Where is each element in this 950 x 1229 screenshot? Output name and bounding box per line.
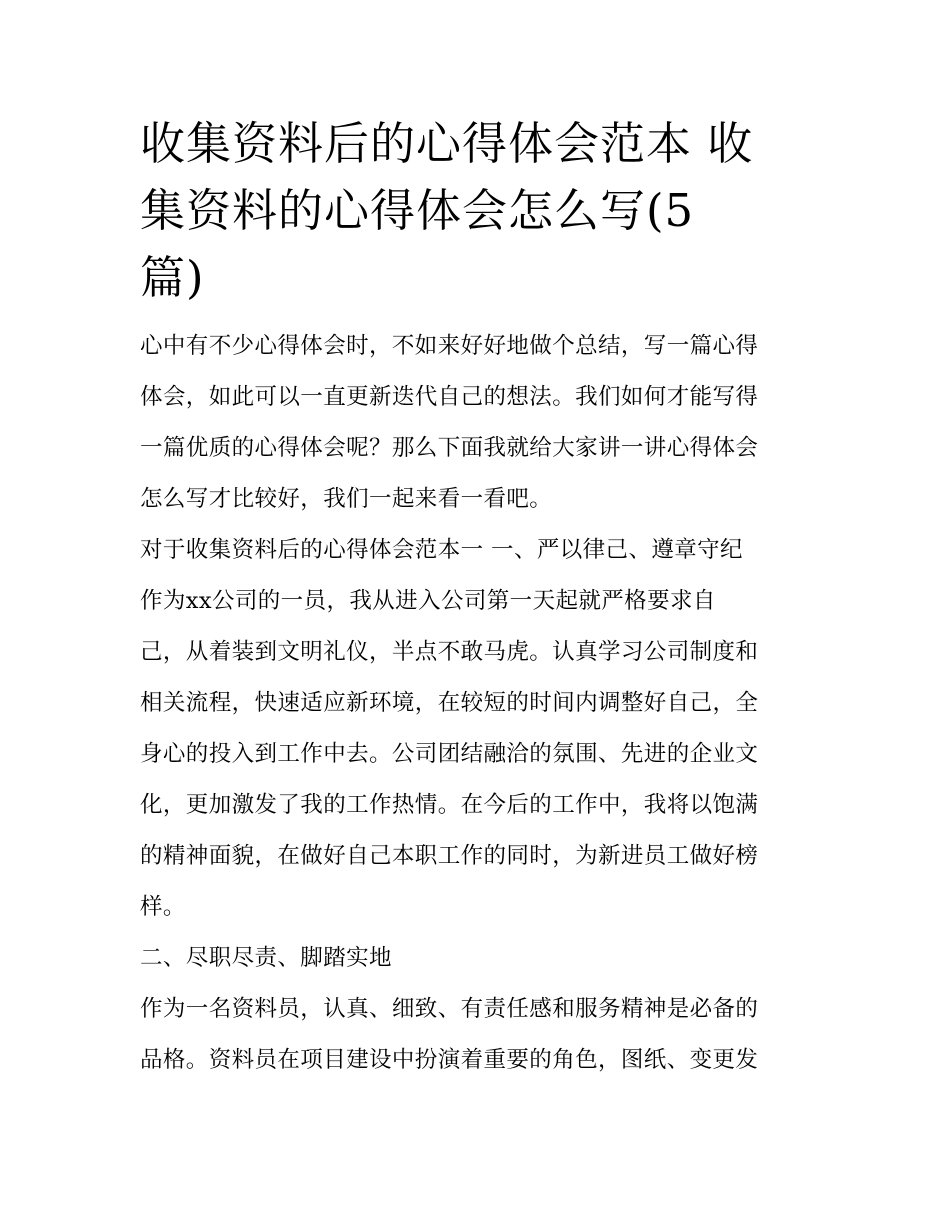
text-line: 的精神面貌，在做好自己本职工作的同时，为新进员工做好榜	[140, 843, 759, 869]
document-content	[140, 110, 815, 1086]
text-line: 品格。资料员在项目建设中扮演着重要的角色，图纸、变更发	[140, 1047, 759, 1073]
text-line: 作为一名资料员，认真、细致、有责任感和服务精神是必备的	[140, 996, 759, 1022]
title-line: 收集资料后的心得体会范本 收	[140, 117, 754, 170]
text-line: 心中有不少心得体会时，不如来好好地做个总结，写一篇心得	[140, 333, 759, 359]
title-line: 集资料的心得体会怎么写(5	[140, 184, 695, 237]
text-line: 体会，如此可以一直更新迭代自己的想法。我们如何才能写得	[140, 384, 759, 410]
text-line: 对于收集资料后的心得体会范本一 一、严以律己、遵章守纪	[140, 537, 743, 563]
document-title	[140, 110, 815, 311]
text-line: 身心的投入到工作中去。公司团结融洽的氛围、先进的企业文	[140, 741, 759, 767]
title-line: 篇)	[140, 251, 205, 304]
section-heading: 二、尽职尽责、脚踏实地	[140, 945, 392, 971]
text-line: 样。	[140, 894, 186, 920]
text-line: 己，从着装到文明礼仪，半点不敢马虎。认真学习公司制度和	[140, 639, 759, 665]
text-line: 怎么写才比较好，我们一起来看一看吧。	[140, 486, 553, 512]
document-body	[140, 321, 815, 1086]
text-line: 化，更加激发了我的工作热情。在今后的工作中，我将以饱满	[140, 792, 759, 818]
text-line: 作为xx公司的一员，我从进入公司第一天起就严格要求自	[140, 588, 716, 614]
text-line: 一篇优质的心得体会呢？那么下面我就给大家讲一讲心得体会	[140, 435, 759, 461]
text-line: 相关流程，快速适应新环境，在较短的时间内调整好自己，全	[140, 690, 759, 716]
